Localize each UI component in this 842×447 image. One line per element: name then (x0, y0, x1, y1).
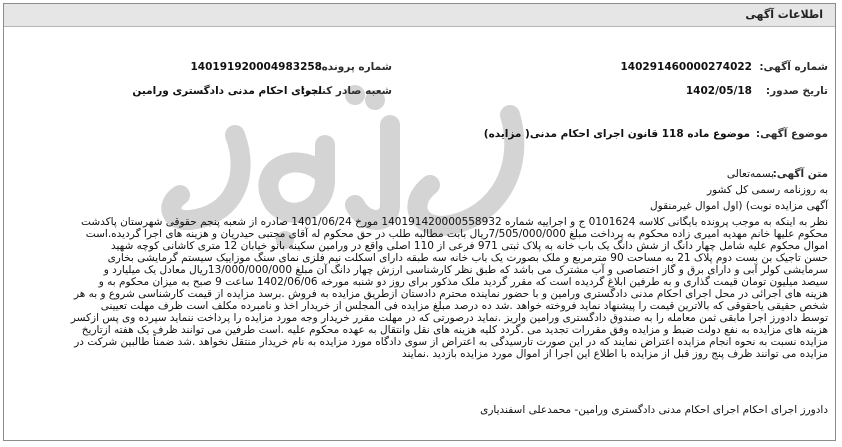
body-line: سیصد میلیون تومان قیمت گذاری و به طرفین ابلاغ گردیده است که مقرر گردید ملک مذکور برای روز دو شنبه مورخه 1402/06/06 ساعت 9 صبح به میزان محکوم به و (98, 276, 828, 288)
notice-title: اطلاعات آگهی (745, 8, 823, 21)
body-line: توسط دادورز اجرا مابقی ثمن معامله را به صندوق دادگستری ورامین واریز .نماید درصورتی که در مهلت مقرر خریدار وجه مورد مزایده را پرداخت ننماید سپرده وی پس ازکسر (70, 312, 828, 324)
body-line: حسن تاجیک بن بست دوم پلاک 21 به مساحت 90 مترمربع و ملک بصورت یک باب خانه سه طبقه دارای اسکلت نیم فلزی نمای سنگ موزاییک سیستم گرمایشی بخاری (107, 252, 828, 264)
issuing-branch: اجرای احکام مدنی دادگستری ورامین (132, 85, 322, 97)
body-line: اموال محکوم علیه شامل چهار دانگ از شش دانگ یک باب خانه به پلاک ثبتی 971 فرعی از 110 اصلی واقع در ورامین سکینه بانو خیابان 12 متری کاشانی کوچه شهید (110, 240, 828, 252)
issue-date: 1402/05/18 (685, 85, 752, 97)
body-line: شخص حقیقی یاحقوقی که بالاترین قیمت را پیشنهاد نماید فروخته خواهد .شد ده درصد مبلغ مزایده فی المجلس از خریدار اخذ و نامبرده مکلف است ظرف مهلت تعیینی (100, 300, 828, 312)
title-bar (4, 4, 835, 27)
body-line: هزینه های مزایده به نفع دولت ضبط و مزایده وفق مقررات تجدید می .گردد کلیه هزینه های نقل وانتقال به عهده محکوم علیه .است طرفین می توانند ظرف یک هفته ازتاریخ (81, 324, 828, 336)
file-number: 140191920004983258 (190, 61, 322, 73)
body-line: هزینه های اجرائی در محل اجرای احکام مدنی دادگستری ورامین و با حضور نماینده محترم دادستان ازطریق مزایده به فروش .برسد مزایده از قیمت کارشناسی شروع و به هر (73, 288, 828, 300)
text-label: متن آگهی: (772, 168, 828, 180)
subject-label: موضوع آگهی: (755, 128, 828, 140)
ad-number-label: شماره آگهی: (759, 61, 828, 73)
body-line: مزایده نسبت به نحوه انجام مزایده اعتراض نمایند که در این صورت تارسیدگی به اعتراض از سوی دادگاه مورد مزایده به نام خریدار منتقل نخواهد .شد ضمناً طالبین شرکت در (74, 336, 828, 348)
branch-label: شعبه صادر کننده: (301, 85, 392, 97)
file-number-label: شماره پرونده: (317, 61, 392, 73)
signature-line: دادورز اجرای احکام اجرای احکام مدنی دادگستری ورامین- محمدعلی اسفندیاری (480, 404, 828, 416)
body-line: سرمایشی کولر آبی و دارای برق و گاز اختصاصی و آب مشترک می باشد که طبق نظر کارشناسی ارزش چهار دانگ آن مبلغ 13/000/000/000ریال معادل یک میلیارد و (103, 264, 828, 276)
body-line: نظر به اینکه به موجب پرونده بایگانی کلاسه 0101624 ج و اجراییه شماره 140191420000558932 مورخ 1401/06/24 صادره از شعبه پنجم حقوقی شهرستان پاکدشت (81, 216, 828, 228)
notice-subject: موضوع ماده 118 قانون اجرای احکام مدنی( مزایده) (483, 128, 750, 140)
ad-number: 140291460000274022 (620, 61, 752, 73)
body-line: به روزنامه رسمی کل کشور (707, 184, 828, 196)
body-line: آگهی مزایده نوبت) (اول اموال غیرمنقول (650, 200, 828, 212)
issue-date-label: تاریخ صدور: (765, 85, 828, 97)
body-line: مزایده می توانند ظرف پنج روز قبل از مزایده با اطلاع این اجرا از اموال مورد مزایده بازدید .نمایند (402, 348, 828, 360)
body-line: بسمه‌تعالی (726, 168, 774, 180)
body-line: محکوم علیها خانم مهدیه امیری زاده محکوم به پرداخت مبلغ 7/505/000/000ریال بابت مطالبه طلب در حق محکوم له آقای مجتبی حیدریان و هزینه های اجرا گردیده.است (85, 228, 828, 240)
